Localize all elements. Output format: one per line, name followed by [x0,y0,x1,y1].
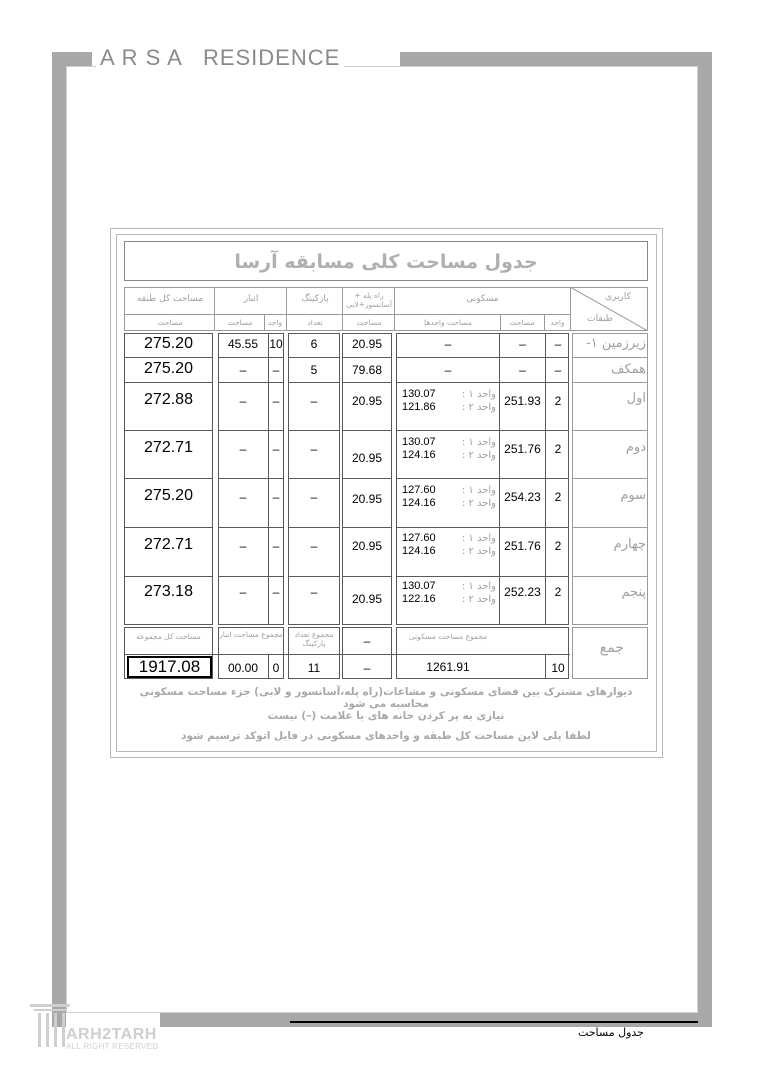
row-storage-units: – [272,394,280,408]
row-divider [572,357,648,358]
row-divider [218,382,284,383]
unit-2-area: 121.86 [402,401,436,413]
row-res-units: – [554,363,562,377]
row-floor-label: همکف [610,362,646,377]
note-line: لطفا پلی لاین مساحت کل طبقه و واحدهای مسکونی در فایل اتوکد ترسیم شود [181,730,591,742]
summary-res-units: 10 [551,661,565,675]
row-divider [124,478,213,479]
header-res-units: واحد [550,318,565,327]
row-storage-units: – [272,363,280,377]
row-divider [572,478,648,479]
unit-2-label: واحد ۲ : [461,450,496,461]
row-divider [396,478,569,479]
row-unit-areas [400,484,500,512]
row-floor-total: 275.20 [144,335,193,352]
header-parking-count: تعداد [307,318,323,327]
row-divider [124,430,213,431]
row-res-area: 251.93 [504,394,541,408]
row-res-area: 254.23 [504,490,541,504]
row-divider [288,527,340,528]
row-storage-area: – [239,394,247,408]
header-res-unit-area: مساحت واحدها [424,318,472,327]
row-stair: 20.95 [351,592,383,606]
row-divider [218,576,284,577]
row-divider [288,430,340,431]
page-frame-top-left [52,52,92,66]
header-floor-total-area: مساحت [157,318,183,327]
unit-1-label: واحد ۱ : [461,437,496,448]
row-res-units: 2 [554,442,562,456]
row-divider [218,478,284,479]
row-res-unit-areas: – [444,337,452,351]
row-divider [124,357,213,358]
summary-parking: 11 [307,661,321,675]
row-parking: – [310,490,318,504]
row-parking: – [310,394,318,408]
header-storage-area: مساحت [227,318,253,327]
unit-1-label: واحد ۱ : [461,581,496,592]
row-storage-area: – [239,585,247,599]
row-stair: 79.68 [351,363,383,377]
row-storage-area: – [239,442,247,456]
summary-total-header: مساحت کل مجموعه [136,632,201,641]
summary-label: جمع [599,640,624,656]
row-parking: – [310,442,318,456]
row-divider [124,576,213,577]
row-storage-area: – [239,490,247,504]
row-storage-area: – [239,363,247,377]
row-stair: 20.95 [351,539,383,553]
summary-storage-header: مجموع مساحت انبار [219,630,283,639]
row-res-area: – [519,337,526,351]
row-floor-label: پنجم [621,585,646,600]
header-usage: کاربری [605,292,631,302]
unit-1-area: 127.60 [402,484,436,496]
row-divider [396,357,569,358]
row-divider [124,382,213,383]
row-divider [572,527,648,528]
summary-res-area: 1261.91 [426,660,470,674]
header-stair-area: مساحت [356,318,382,327]
page-title: A R S A RESIDENCE [96,44,344,72]
summary-storage-area: 00.00 [227,661,259,675]
row-storage-units: – [272,539,280,553]
unit-1-area: 130.07 [402,436,436,448]
header-res-area: مساحت [509,318,535,327]
bottom-rule [290,1021,698,1023]
row-stair: 20.95 [351,451,383,465]
unit-2-area: 124.16 [402,497,436,509]
unit-1-area: 130.07 [402,388,436,400]
row-stair: 20.95 [351,492,383,506]
unit-1-label: واحد ۱ : [461,533,496,544]
row-divider [572,576,648,577]
row-storage-units: – [272,490,280,504]
row-divider [288,382,340,383]
row-parking: – [310,539,318,553]
unit-2-label: واحد ۲ : [461,402,496,413]
row-divider [218,357,284,358]
page-frame-right [698,52,712,1027]
unit-2-area: 124.16 [402,449,436,461]
row-divider [342,430,392,431]
unit-2-label: واحد ۲ : [461,546,496,557]
note-line: نیازی به پر کردن خانه های با علامت (–) نیست [267,710,505,722]
summary-stair-header: – [363,634,371,648]
unit-1-label: واحد ۱ : [461,485,496,496]
row-divider [342,357,392,358]
row-stair: 20.95 [351,337,383,351]
row-storage-units: – [272,442,280,456]
row-divider [124,527,213,528]
unit-1-area: 130.07 [402,580,436,592]
row-storage-units: 10 [269,337,283,351]
row-storage-area: – [239,539,247,553]
row-floor-label: اول [626,391,646,406]
unit-2-area: 122.16 [402,593,436,605]
header-residential: مسکونی [466,294,499,304]
row-unit-areas [400,580,500,608]
summary-storage-units: 0 [272,661,280,675]
row-res-area: 252.23 [504,585,541,599]
header-storage-unit: واحد [267,318,283,327]
unit-2-label: واحد ۲ : [461,498,496,509]
header-parking: پارکینگ [301,294,329,304]
row-res-area: 251.76 [504,539,541,553]
row-divider [288,478,340,479]
summary-stair: – [363,661,371,675]
row-divider [288,576,340,577]
row-res-area: – [519,363,526,377]
row-divider [218,527,284,528]
page-frame-top-right [400,52,712,66]
row-parking: – [310,585,318,599]
row-storage-units: – [272,585,280,599]
sheet-label: جدول مساحت [577,1026,644,1039]
summary-parking-header: مجموع تعداد پارکینگ [294,630,334,648]
row-res-units: 2 [554,394,562,408]
row-floor-label: دوم [625,440,646,455]
table-title: جدول مساحت کلی مسابقه آرسا [124,241,648,281]
row-floor-label: زیرزمین ۱- [586,336,646,351]
row-floor-total: 272.88 [144,391,193,408]
header-storage: انبار [243,294,259,304]
unit-1-label: واحد ۱ : [461,389,496,400]
row-unit-areas [400,388,500,416]
row-parking: 6 [310,337,318,351]
row-res-units: – [554,337,562,351]
row-divider [218,430,284,431]
logo-subtext: ALL RIGHT RESERVED [66,1042,159,1051]
row-floor-total: 273.18 [144,583,193,600]
row-unit-areas [400,532,500,560]
unit-2-label: واحد ۲ : [461,594,496,605]
row-floor-total: 272.71 [144,439,193,456]
header-floors: طبقات [587,314,613,324]
row-divider [342,478,392,479]
row-floor-label: سوم [620,488,646,503]
row-floor-label: چهارم [613,537,646,552]
row-res-unit-areas: – [444,363,452,377]
row-divider [288,357,340,358]
page-frame-left [52,52,66,1027]
copyright-mark: © [172,1014,179,1022]
row-divider [396,527,569,528]
row-divider [396,430,569,431]
row-divider [396,382,569,383]
row-divider [572,430,648,431]
header-stair: راه پله + آسانسور+لابی [346,291,392,309]
row-divider [342,527,392,528]
row-floor-total: 272.71 [144,536,193,553]
row-res-area: 251.76 [504,442,541,456]
row-divider [572,382,648,383]
header-floor-total: مساحت کل طبقه [136,294,204,304]
row-res-units: 2 [554,585,562,599]
unit-1-area: 127.60 [402,532,436,544]
row-storage-area: 45.55 [227,337,259,351]
row-divider [342,382,392,383]
summary-res-header: مجموع مساحت مسکونی [408,632,488,641]
unit-2-area: 124.16 [402,545,436,557]
row-floor-total: 275.20 [144,360,193,377]
row-divider [342,576,392,577]
row-unit-areas [400,436,500,464]
row-res-units: 2 [554,539,562,553]
note-line: دیوارهای مشترک بین فضای مسکونی و مشاعات(راه پله،آسانسور و لابی) جزء مساحت مسکونی محاسبه می شود [139,686,633,710]
row-parking: 5 [310,363,318,377]
row-divider [396,576,569,577]
logo-text: ARH2TARH [66,1026,157,1043]
summary-total: 1917.08 [127,656,212,678]
page-frame-bottom [160,1013,712,1027]
row-floor-total: 275.20 [144,487,193,504]
row-stair: 20.95 [351,394,383,408]
row-res-units: 2 [554,490,562,504]
